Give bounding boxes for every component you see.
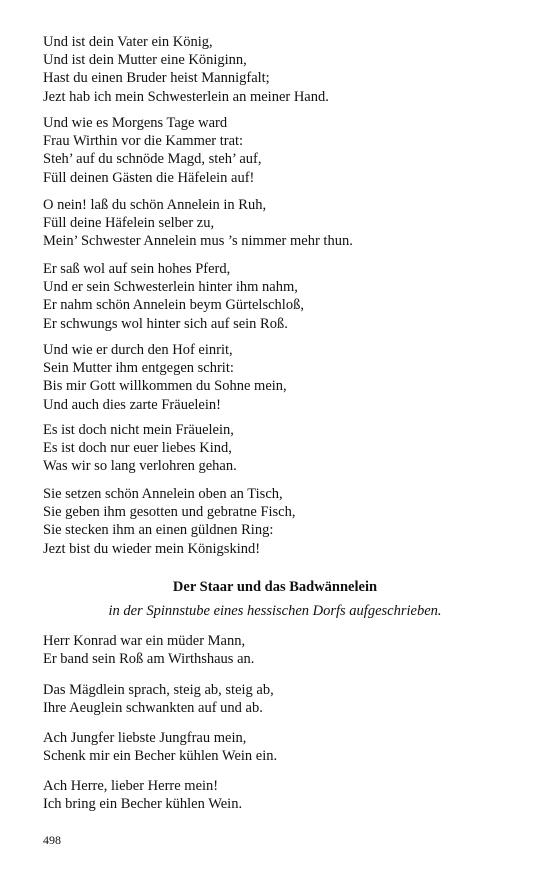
verse-line: Sie geben ihm gesotten und gebratne Fisch, [43,504,296,521]
verse-line: Hast du einen Bruder heist Mannigfalt; [43,70,270,87]
page-number: 498 [43,833,61,847]
verse-line: Sein Mutter ihm entgegen schrit: [43,360,234,377]
verse-line: Und ist dein Vater ein König, [43,34,213,50]
verse-line: Er saß wol auf sein hohes Pferd, [43,261,231,277]
poem1-stanza-1 [43,33,513,106]
verse-line: Das Mägdlein sprach, steig ab, steig ab, [43,682,274,698]
verse-line: Füll deine Häfelein selber zu, [43,215,215,232]
poem1-stanza-5 [43,341,513,414]
poem-title: Der Staar und das Badwännelein [172,579,378,595]
verse-line: Und er sein Schwesterlein hinter ihm nahm, [43,279,298,296]
verse-line: Ich bring ein Becher kühlen Wein. [43,796,243,813]
verse-line: Er nahm schön Annelein beym Gürtelschloß, [43,297,304,314]
verse-line: Er schwungs wol hinter sich auf sein Roß. [43,315,288,332]
verse-line: O nein! laß du schön Annelein in Ruh, [43,197,267,213]
verse-line: Sie setzen schön Annelein oben an Tisch, [43,486,283,502]
poem1-stanza-6 [43,421,513,476]
verse-line: Es ist doch nur euer liebes Kind, [43,440,232,457]
verse-line: Frau Wirthin vor die Kammer trat: [43,133,244,150]
verse-line: Und auch dies zarte Fräuelein! [43,396,221,413]
verse-line: Füll deinen Gästen die Häfelein auf! [43,169,255,186]
verse-line: Sie stecken ihm an einen güldnen Ring: [43,522,274,539]
verse-line: Und wie es Morgens Tage ward [43,115,228,131]
verse-line: Mein’ Schwester Annelein mus ’s nimmer mehr thun. [43,233,353,250]
verse-line: Was wir so lang verlohren gehan. [43,458,237,475]
poem2-stanza-1 [43,632,513,668]
poem1-stanza-4 [43,260,513,333]
poem2-stanza-3 [43,729,513,765]
verse-line: Bis mir Gott willkommen du Sohne mein, [43,378,287,395]
poem1-stanza-7 [43,485,513,558]
verse-line: Herr Konrad war ein müder Mann, [43,633,246,649]
poem1-stanza-3 [43,196,513,251]
poem1-stanza-2 [43,114,513,187]
verse-line: Ach Herre, lieber Herre mein! [43,778,219,794]
verse-line: Schenk mir ein Becher kühlen Wein ein. [43,748,278,765]
verse-line: Steh’ auf du schnöde Magd, steh’ auf, [43,151,262,168]
verse-line: Jezt hab ich mein Schwesterlein an meiner Hand. [43,88,329,105]
verse-line: Und wie er durch den Hof einrit, [43,342,233,358]
verse-line: Es ist doch nicht mein Fräuelein, [43,422,234,438]
verse-line: Ihre Aeuglein schwankten auf und ab. [43,700,263,717]
poem-subtitle: in der Spinnstube eines hessischen Dorfs aufgeschrieben. [108,603,442,619]
verse-line: Und ist dein Mutter eine Königinn, [43,52,247,69]
verse-line: Er band sein Roß am Wirthshaus an. [43,651,255,668]
verse-line: Ach Jungfer liebste Jungfrau mein, [43,730,247,746]
verse-line: Jezt bist du wieder mein Königskind! [43,540,261,557]
poem2-stanza-4 [43,777,513,813]
poem2-stanza-2 [43,681,513,717]
